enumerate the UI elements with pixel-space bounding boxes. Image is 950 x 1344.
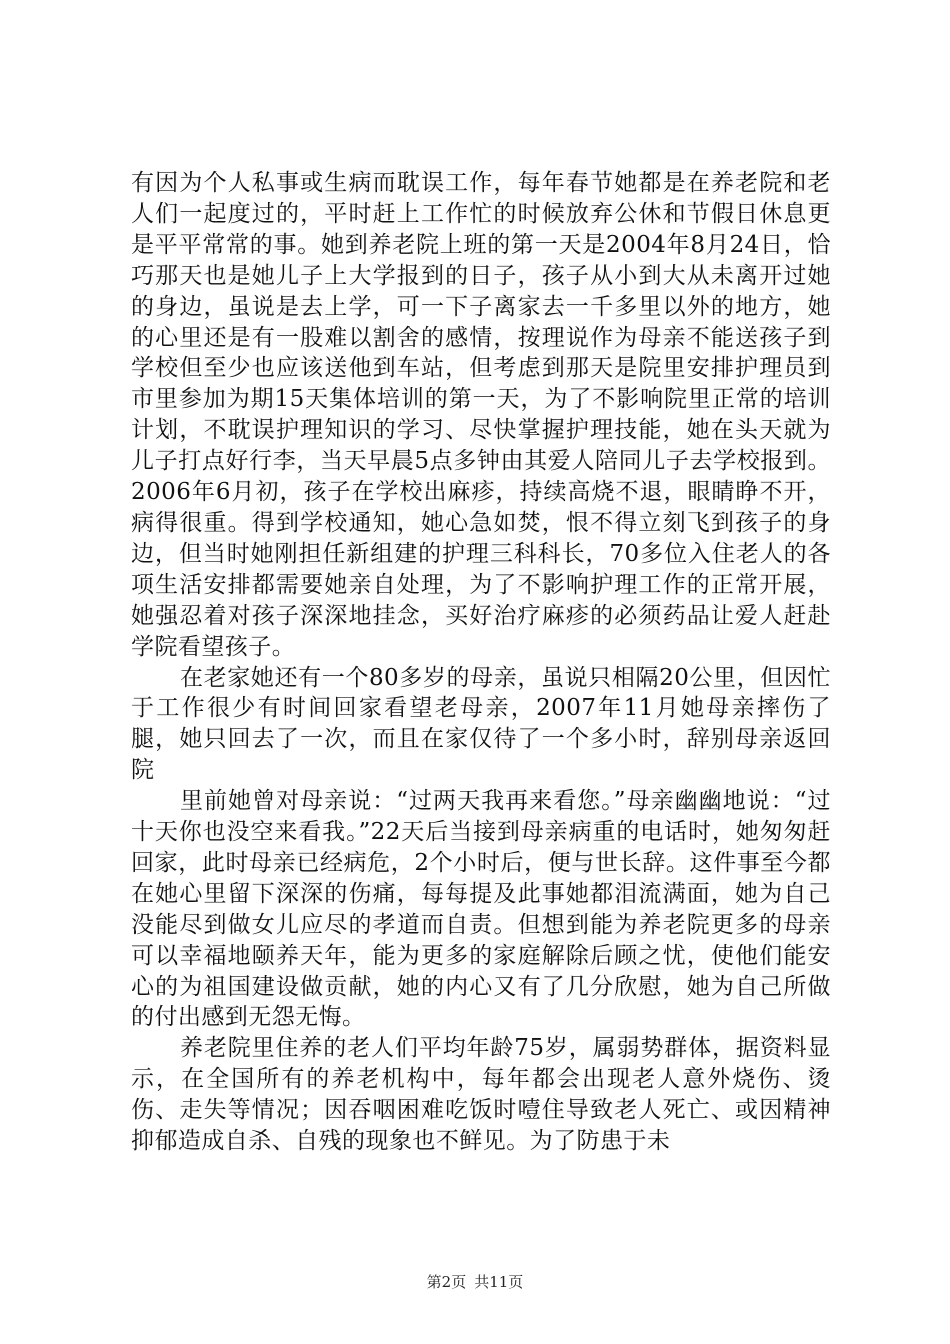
page-total: 共11页 — [474, 1273, 524, 1291]
paragraph-3: 里前她曾对母亲说：“过两天我再来看您。”母亲幽幽地说：“过十天你也没空来看我。”22天后当接到母亲病重的电话时，她匆匆赶回家，此时母亲已经病危，2个小时后，便与世长辞。这件事至今都在她心里留下深深的伤痛，每每提及此事她都泪流满面，她为自己没能尽到做女儿应尽的孝道而自责。但想到能为养老院更多的母亲可以幸福地颐养天年，能为更多的家庭解除后顾之忧，使他们能安心的为祖国建设做贡献，她的内心又有了几分欣慰，她为自己所做的付出感到无怨无悔。 — [131, 788, 831, 1031]
paragraph-4: 养老院里住养的老人们平均年龄75岁，属弱势群体，据资料显示，在全国所有的养老机构中，每年都会出现老人意外烧伤、烫伤、走失等情况；因吞咽困难吃饭时噎住导致老人死亡、或因精神抑郁造成自杀、自残的现象也不鲜见。为了防患于未 — [131, 1035, 831, 1155]
paragraph-2: 在老家她还有一个80多岁的母亲，虽说只相隔20公里，但因忙于工作很少有时间回家看望老母亲，2007年11月她母亲摔伤了腿，她只回去了一次，而且在家仅待了一个多小时，辞别母亲返回院 — [131, 664, 831, 784]
page-footer — [0, 1272, 950, 1292]
body-text — [131, 168, 831, 1157]
page-number: 第2页 — [426, 1273, 467, 1291]
paragraph-1: 有因为个人私事或生病而耽误工作，每年春节她都是在养老院和老人们一起度过的，平时赶上工作忙的时候放弃公休和节假日休息更是平平常常的事。她到养老院上班的第一天是2004年8月24日，恰巧那天也是她儿子上大学报到的日子，孩子从小到大从未离开过她的身边，虽说是去上学，可一下子离家去一千多里以外的地方，她的心里还是有一股难以割舍的感情，按理说作为母亲不能送孩子到学校但至少也应该送他到车站，但考虑到那天是院里安排护理员到市里参加为期15天集体培训的第一天，为了不影响院里正常的培训计划，不耽误护理知识的学习、尽快掌握护理技能，她在头天就为儿子打点好行李，当天早晨5点多钟由其爱人陪同儿子去学校报到。2006年6月初，孩子在学校出麻疹，持续高烧不退，眼睛睁不开，病得很重。得到学校通知，她心急如焚，恨不得立刻飞到孩子的身边，但当时她刚担任新组建的护理三科科长，70多位入住老人的各项生活安排都需要她亲自处理，为了不影响护理工作的正常开展，她强忍着对孩子深深地挂念，买好治疗麻疹的必须药品让爱人赶赴学院看望孩子。 — [131, 170, 831, 660]
